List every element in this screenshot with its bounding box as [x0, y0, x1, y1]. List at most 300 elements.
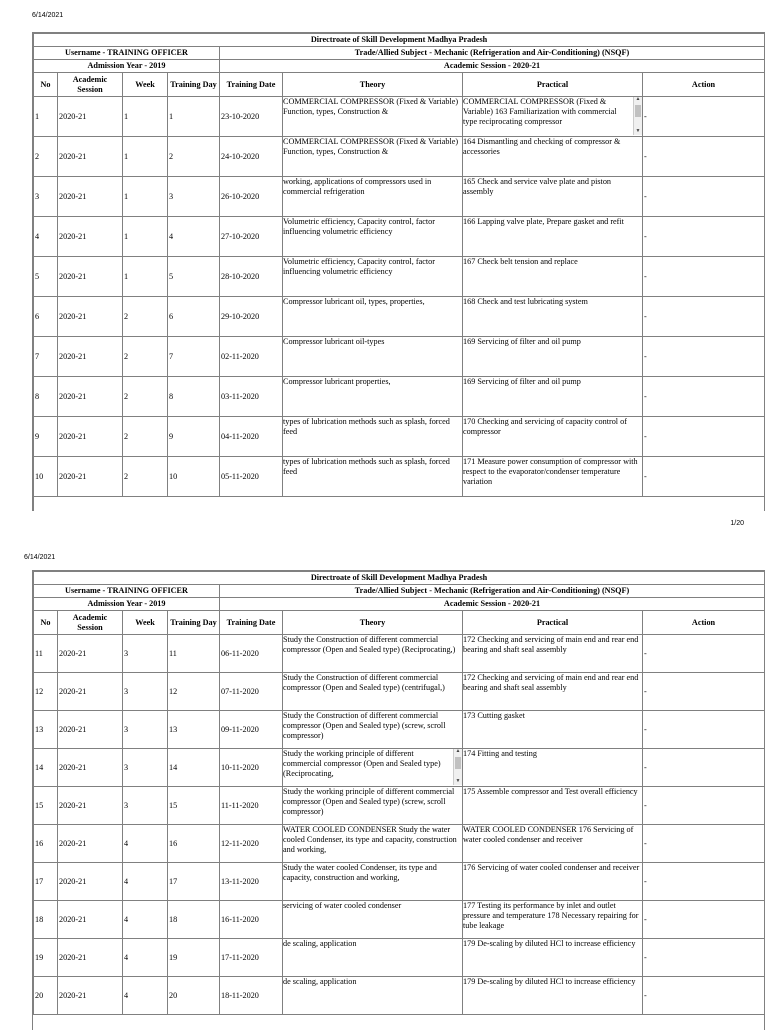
- row-week: 4: [123, 977, 168, 1015]
- row-practical-textarea[interactable]: [463, 217, 642, 255]
- row-action: -: [643, 635, 765, 673]
- scrollbar[interactable]: [633, 97, 642, 135]
- table-row: [34, 97, 765, 137]
- table-bottom-space: [33, 497, 764, 511]
- row-no: 17: [34, 863, 58, 901]
- row-action: -: [643, 939, 765, 977]
- row-action: -: [643, 787, 765, 825]
- row-practical: [463, 257, 643, 297]
- row-theory-textarea[interactable]: [283, 457, 462, 495]
- row-theory-textarea[interactable]: [283, 825, 462, 861]
- row-practical-text: 169 Servicing of filter and oil pump: [463, 377, 581, 386]
- schedule-table: [33, 571, 765, 1015]
- row-session: 2020-21: [58, 673, 123, 711]
- row-week: 4: [123, 863, 168, 901]
- row-theory: [283, 749, 463, 787]
- row-session: 2020-21: [58, 863, 123, 901]
- row-theory-textarea[interactable]: [283, 711, 462, 747]
- row-session: 2020-21: [58, 787, 123, 825]
- row-practical: [463, 939, 643, 977]
- row-action: -: [643, 673, 765, 711]
- row-theory-textarea[interactable]: [283, 417, 462, 455]
- row-theory-textarea[interactable]: [283, 97, 462, 135]
- row-no: 8: [34, 377, 58, 417]
- row-date: 07-11-2020: [220, 673, 283, 711]
- row-no: 1: [34, 97, 58, 137]
- scroll-up-arrow-icon[interactable]: ▲: [635, 97, 641, 102]
- row-action: -: [643, 977, 765, 1015]
- row-theory: [283, 939, 463, 977]
- row-theory-text: Study the working principle of different commercial compressor (Open and Sealed type) (Reciprocating,: [283, 749, 441, 778]
- row-theory-text: de scaling, application: [283, 977, 357, 986]
- row-theory-text: Compressor lubricant oil-types: [283, 337, 385, 346]
- row-theory-textarea[interactable]: [283, 635, 462, 671]
- table-row: [34, 711, 765, 749]
- row-practical-text: 175 Assemble compressor and Test overall efficiency: [463, 787, 638, 796]
- col-header-date: Training Date: [220, 73, 283, 97]
- row-date: 24-10-2020: [220, 137, 283, 177]
- row-no: 13: [34, 711, 58, 749]
- col-header-theory: Theory: [283, 611, 463, 635]
- row-practical-text: 179 De-scaling by diluted HCl to increase efficiency: [463, 977, 636, 986]
- row-session: 2020-21: [58, 257, 123, 297]
- row-session: 2020-21: [58, 177, 123, 217]
- row-date: 29-10-2020: [220, 297, 283, 337]
- row-date: 27-10-2020: [220, 217, 283, 257]
- row-date: 16-11-2020: [220, 901, 283, 939]
- table-row: [34, 977, 765, 1015]
- row-practical: [463, 673, 643, 711]
- row-session: 2020-21: [58, 217, 123, 257]
- table-row: [34, 749, 765, 787]
- row-practical-textarea[interactable]: [463, 377, 642, 415]
- row-action: -: [643, 97, 765, 137]
- row-theory: [283, 635, 463, 673]
- row-day: 9: [168, 417, 220, 457]
- row-theory: [283, 711, 463, 749]
- trade-label: Trade/Allied Subject - Mechanic (Refrigeration and Air-Conditioning) (NSQF): [220, 47, 765, 60]
- row-practical: [463, 337, 643, 377]
- row-practical-text: COMMERCIAL COMPRESSOR (Fixed & Variable) 163 Familiarization with commercial type reciprocating compressor: [463, 97, 617, 126]
- row-action: -: [643, 749, 765, 787]
- row-practical-textarea[interactable]: [463, 939, 642, 975]
- row-action: -: [643, 377, 765, 417]
- row-date: 03-11-2020: [220, 377, 283, 417]
- row-session: 2020-21: [58, 97, 123, 137]
- row-practical: [463, 177, 643, 217]
- scroll-thumb[interactable]: [635, 105, 641, 117]
- row-practical-textarea[interactable]: [463, 337, 642, 375]
- row-week: 1: [123, 137, 168, 177]
- row-practical-text: 173 Cutting gasket: [463, 711, 525, 720]
- row-action: -: [643, 257, 765, 297]
- row-practical: [463, 635, 643, 673]
- row-session: 2020-21: [58, 297, 123, 337]
- admission-year: Admission Year - 2019: [34, 598, 220, 611]
- row-week: 1: [123, 177, 168, 217]
- row-no: 20: [34, 977, 58, 1015]
- page-number: 1/20: [730, 520, 744, 527]
- row-action: -: [643, 297, 765, 337]
- col-header-practical: Practical: [463, 73, 643, 97]
- row-theory-textarea[interactable]: [283, 377, 462, 415]
- print-date: 6/14/2021: [32, 12, 64, 19]
- row-action: -: [643, 417, 765, 457]
- row-theory: [283, 137, 463, 177]
- table-row: [34, 825, 765, 863]
- row-date: 13-11-2020: [220, 863, 283, 901]
- row-no: 4: [34, 217, 58, 257]
- row-practical-text: 168 Check and test lubricating system: [463, 297, 588, 306]
- row-date: 06-11-2020: [220, 635, 283, 673]
- scroll-thumb[interactable]: [455, 757, 461, 769]
- row-practical-textarea[interactable]: [463, 863, 642, 899]
- row-no: 18: [34, 901, 58, 939]
- row-theory-textarea[interactable]: [283, 863, 462, 899]
- table-row: [34, 297, 765, 337]
- row-practical: [463, 457, 643, 497]
- row-theory-text: types of lubrication methods such as splash, forced feed: [283, 457, 450, 476]
- row-practical: [463, 217, 643, 257]
- row-day: 18: [168, 901, 220, 939]
- row-theory-textarea[interactable]: [283, 137, 462, 175]
- col-header-no: No: [34, 611, 58, 635]
- report-frame: [32, 32, 765, 511]
- row-practical: [463, 901, 643, 939]
- row-day: 10: [168, 457, 220, 497]
- row-no: 12: [34, 673, 58, 711]
- academic-session: Academic Session - 2020-21: [220, 598, 765, 611]
- row-theory-textarea[interactable]: [283, 939, 462, 975]
- row-practical-text: 170 Checking and servicing of capacity control of compressor: [463, 417, 627, 436]
- row-theory: [283, 901, 463, 939]
- row-practical-textarea[interactable]: [463, 97, 642, 135]
- row-week: 4: [123, 825, 168, 863]
- table-row: [34, 787, 765, 825]
- report-title: Directroate of Skill Development Madhya Pradesh: [34, 34, 765, 47]
- row-week: 2: [123, 417, 168, 457]
- row-practical: [463, 297, 643, 337]
- row-practical-text: 165 Check and service valve plate and piston assembly: [463, 177, 612, 196]
- row-session: 2020-21: [58, 417, 123, 457]
- row-theory-text: Compressor lubricant oil, types, properties,: [283, 297, 425, 306]
- row-week: 2: [123, 297, 168, 337]
- row-action: -: [643, 825, 765, 863]
- row-session: 2020-21: [58, 977, 123, 1015]
- row-practical: [463, 749, 643, 787]
- row-theory-textarea[interactable]: [283, 901, 462, 937]
- col-header-day: Training Day: [168, 73, 220, 97]
- row-theory: [283, 417, 463, 457]
- row-session: 2020-21: [58, 377, 123, 417]
- row-date: 10-11-2020: [220, 749, 283, 787]
- row-theory-textarea[interactable]: [283, 217, 462, 255]
- row-practical-textarea[interactable]: [463, 825, 642, 861]
- row-session: 2020-21: [58, 635, 123, 673]
- row-practical-text: 176 Servicing of water cooled condenser and receiver: [463, 863, 640, 872]
- col-header-day: Training Day: [168, 611, 220, 635]
- row-action: -: [643, 863, 765, 901]
- scroll-down-arrow-icon[interactable]: ▼: [455, 779, 461, 784]
- row-practical-textarea[interactable]: [463, 711, 642, 747]
- table-row: [34, 939, 765, 977]
- row-practical: [463, 417, 643, 457]
- row-practical: [463, 825, 643, 863]
- row-theory: [283, 97, 463, 137]
- row-theory-text: types of lubrication methods such as splash, forced feed: [283, 417, 450, 436]
- row-practical-text: 167 Check belt tension and replace: [463, 257, 578, 266]
- table-row: [34, 257, 765, 297]
- row-theory: [283, 337, 463, 377]
- table-row: [34, 673, 765, 711]
- row-no: 2: [34, 137, 58, 177]
- row-date: 04-11-2020: [220, 417, 283, 457]
- row-practical-textarea[interactable]: [463, 901, 642, 937]
- row-week: 1: [123, 217, 168, 257]
- table-row: [34, 901, 765, 939]
- scroll-up-arrow-icon[interactable]: ▲: [455, 749, 461, 754]
- row-week: 2: [123, 377, 168, 417]
- admission-year: Admission Year - 2019: [34, 60, 220, 73]
- row-no: 6: [34, 297, 58, 337]
- row-practical-textarea[interactable]: [463, 257, 642, 295]
- row-no: 7: [34, 337, 58, 377]
- schedule-table: [33, 33, 765, 497]
- row-theory: [283, 787, 463, 825]
- row-theory-text: Compressor lubricant properties,: [283, 377, 391, 386]
- row-practical-textarea[interactable]: [463, 673, 642, 709]
- row-theory-text: working, applications of compressors used in commercial refrigeration: [283, 177, 432, 196]
- row-date: 17-11-2020: [220, 939, 283, 977]
- row-theory-textarea[interactable]: [283, 673, 462, 709]
- row-week: 2: [123, 337, 168, 377]
- col-header-theory: Theory: [283, 73, 463, 97]
- row-day: 7: [168, 337, 220, 377]
- row-practical-text: WATER COOLED CONDENSER 176 Servicing of water cooled condenser and receiver: [463, 825, 634, 844]
- row-week: 4: [123, 939, 168, 977]
- row-practical: [463, 137, 643, 177]
- row-practical-textarea[interactable]: [463, 137, 642, 175]
- row-theory-text: servicing of water cooled condenser: [283, 901, 402, 910]
- row-week: 3: [123, 749, 168, 787]
- row-action: -: [643, 217, 765, 257]
- row-action: -: [643, 457, 765, 497]
- col-header-no: No: [34, 73, 58, 97]
- row-practical-textarea[interactable]: [463, 177, 642, 215]
- row-theory-text: Study the working principle of different commercial compressor (Open and Sealed type) (screw, scroll compressor): [283, 787, 455, 816]
- scroll-down-arrow-icon[interactable]: ▼: [635, 129, 641, 134]
- row-no: 10: [34, 457, 58, 497]
- row-date: 28-10-2020: [220, 257, 283, 297]
- row-action: -: [643, 901, 765, 939]
- row-theory-textarea[interactable]: [283, 297, 462, 335]
- row-session: 2020-21: [58, 711, 123, 749]
- row-action: -: [643, 137, 765, 177]
- row-action: -: [643, 177, 765, 217]
- row-theory-text: Volumetric efficiency, Capacity control, factor influencing volumetric efficiency: [283, 217, 435, 236]
- row-no: 11: [34, 635, 58, 673]
- row-theory: [283, 377, 463, 417]
- row-theory-text: Study the Construction of different commercial compressor (Open and Sealed type) (centrifugal,): [283, 673, 445, 692]
- row-no: 16: [34, 825, 58, 863]
- username-label: Username - TRAINING OFFICER: [34, 47, 220, 60]
- row-day: 2: [168, 137, 220, 177]
- row-no: 19: [34, 939, 58, 977]
- row-practical-text: 174 Fitting and testing: [463, 749, 537, 758]
- row-theory: [283, 257, 463, 297]
- row-theory-text: Study the Construction of different commercial compressor (Open and Sealed type) (Reciprocating,): [283, 635, 456, 654]
- report-title: Directroate of Skill Development Madhya Pradesh: [34, 572, 765, 585]
- row-theory-textarea[interactable]: [283, 177, 462, 215]
- row-day: 4: [168, 217, 220, 257]
- row-practical-textarea[interactable]: [463, 417, 642, 455]
- row-theory-text: COMMERCIAL COMPRESSOR (Fixed & Variable) Function, types, Construction &: [283, 137, 459, 156]
- row-theory-text: de scaling, application: [283, 939, 357, 948]
- col-header-action: Action: [643, 611, 765, 635]
- row-theory-textarea[interactable]: [283, 977, 462, 1013]
- row-practical-text: 179 De-scaling by diluted HCl to increase efficiency: [463, 939, 636, 948]
- row-theory: [283, 825, 463, 863]
- row-day: 6: [168, 297, 220, 337]
- row-theory: [283, 297, 463, 337]
- row-theory-textarea[interactable]: [283, 787, 462, 823]
- col-header-week: Week: [123, 73, 168, 97]
- row-practical: [463, 97, 643, 137]
- row-day: 15: [168, 787, 220, 825]
- row-practical-textarea[interactable]: [463, 635, 642, 671]
- row-day: 13: [168, 711, 220, 749]
- row-day: 20: [168, 977, 220, 1015]
- row-week: 3: [123, 711, 168, 749]
- row-theory-text: COMMERCIAL COMPRESSOR (Fixed & Variable) Function, types, Construction &: [283, 97, 459, 116]
- row-practical: [463, 787, 643, 825]
- row-week: 1: [123, 257, 168, 297]
- row-week: 3: [123, 635, 168, 673]
- username-label: Username - TRAINING OFFICER: [34, 585, 220, 598]
- row-date: 18-11-2020: [220, 977, 283, 1015]
- row-week: 4: [123, 901, 168, 939]
- row-practical-textarea[interactable]: [463, 457, 642, 495]
- row-practical-text: 166 Lapping valve plate, Prepare gasket and refit: [463, 217, 624, 226]
- row-theory: [283, 177, 463, 217]
- row-practical-textarea[interactable]: [463, 977, 642, 1013]
- row-theory: [283, 217, 463, 257]
- row-practical-textarea[interactable]: [463, 787, 642, 823]
- col-header-action: Action: [643, 73, 765, 97]
- row-action: -: [643, 711, 765, 749]
- row-theory-textarea[interactable]: [283, 749, 462, 785]
- row-theory-text: Study the water cooled Condenser, its type and capacity, construction and working,: [283, 863, 437, 882]
- row-no: 5: [34, 257, 58, 297]
- row-theory: [283, 977, 463, 1015]
- col-header-week: Week: [123, 611, 168, 635]
- row-week: 3: [123, 787, 168, 825]
- row-session: 2020-21: [58, 457, 123, 497]
- row-theory: [283, 673, 463, 711]
- row-week: 3: [123, 673, 168, 711]
- trade-label: Trade/Allied Subject - Mechanic (Refrigeration and Air-Conditioning) (NSQF): [220, 585, 765, 598]
- row-no: 9: [34, 417, 58, 457]
- table-row: [34, 337, 765, 377]
- col-header-practical: Practical: [463, 611, 643, 635]
- row-theory-textarea[interactable]: [283, 337, 462, 375]
- row-day: 3: [168, 177, 220, 217]
- row-no: 14: [34, 749, 58, 787]
- table-row: [34, 635, 765, 673]
- row-day: 14: [168, 749, 220, 787]
- table-row: [34, 417, 765, 457]
- row-date: 02-11-2020: [220, 337, 283, 377]
- row-practical: [463, 863, 643, 901]
- row-day: 16: [168, 825, 220, 863]
- row-practical-text: 169 Servicing of filter and oil pump: [463, 337, 581, 346]
- academic-session: Academic Session - 2020-21: [220, 60, 765, 73]
- row-date: 12-11-2020: [220, 825, 283, 863]
- row-practical-text: 171 Measure power consumption of compressor with respect to the evaporator/condenser temperature variation: [463, 457, 638, 486]
- row-no: 3: [34, 177, 58, 217]
- row-practical-textarea[interactable]: [463, 297, 642, 335]
- row-date: 11-11-2020: [220, 787, 283, 825]
- row-session: 2020-21: [58, 825, 123, 863]
- row-date: 05-11-2020: [220, 457, 283, 497]
- print-date: 6/14/2021: [24, 554, 56, 561]
- row-practical: [463, 977, 643, 1015]
- table-row: [34, 177, 765, 217]
- row-day: 1: [168, 97, 220, 137]
- row-practical-text: 172 Checking and servicing of main end and rear end bearing and shaft seal assembly: [463, 635, 639, 654]
- row-theory-text: WATER COOLED CONDENSER Study the water cooled Condenser, its type and capacity, construction and working,: [283, 825, 457, 854]
- row-theory: [283, 863, 463, 901]
- row-session: 2020-21: [58, 337, 123, 377]
- row-date: 23-10-2020: [220, 97, 283, 137]
- row-practical-text: 177 Testing its performance by inlet and outlet pressure and temperature 178 Necessary repairing for tube leakage: [463, 901, 639, 930]
- row-day: 17: [168, 863, 220, 901]
- row-session: 2020-21: [58, 137, 123, 177]
- row-theory: [283, 457, 463, 497]
- table-row: [34, 863, 765, 901]
- row-day: 19: [168, 939, 220, 977]
- row-theory-text: Volumetric efficiency, Capacity control, factor influencing volumetric efficiency: [283, 257, 435, 276]
- scrollbar[interactable]: [453, 749, 462, 785]
- row-session: 2020-21: [58, 901, 123, 939]
- col-header-date: Training Date: [220, 611, 283, 635]
- report-frame: [32, 570, 765, 1030]
- row-session: 2020-21: [58, 749, 123, 787]
- row-date: 26-10-2020: [220, 177, 283, 217]
- row-day: 11: [168, 635, 220, 673]
- row-day: 12: [168, 673, 220, 711]
- table-row: [34, 137, 765, 177]
- row-day: 5: [168, 257, 220, 297]
- col-header-session: Academic Session: [58, 73, 123, 97]
- row-theory-textarea[interactable]: [283, 257, 462, 295]
- row-no: 15: [34, 787, 58, 825]
- row-practical-text: 172 Checking and servicing of main end and rear end bearing and shaft seal assembly: [463, 673, 639, 692]
- col-header-session: Academic Session: [58, 611, 123, 635]
- row-practical: [463, 711, 643, 749]
- row-practical-textarea[interactable]: [463, 749, 642, 785]
- table-row: [34, 457, 765, 497]
- row-action: -: [643, 337, 765, 377]
- row-date: 09-11-2020: [220, 711, 283, 749]
- table-row: [34, 217, 765, 257]
- row-theory-text: Study the Construction of different commercial compressor (Open and Sealed type) (screw, scroll compressor): [283, 711, 446, 740]
- row-week: 2: [123, 457, 168, 497]
- row-day: 8: [168, 377, 220, 417]
- row-practical: [463, 377, 643, 417]
- row-session: 2020-21: [58, 939, 123, 977]
- table-row: [34, 377, 765, 417]
